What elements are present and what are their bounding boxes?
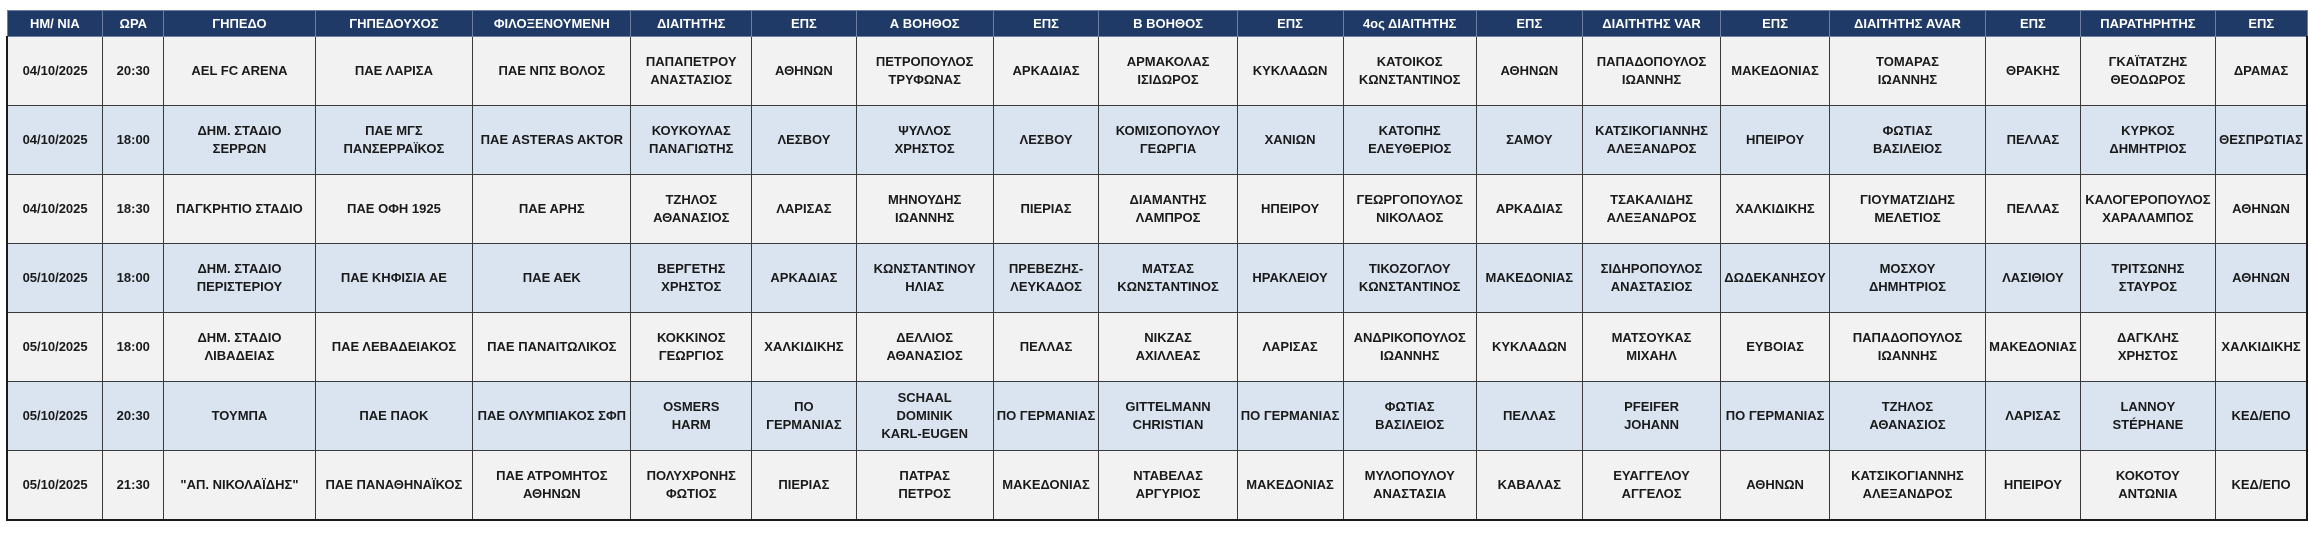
cell-stadium: ΔΗΜ. ΣΤΑΔΙΟ ΛΙΒΑΔΕΙΑΣ [164,313,315,382]
cell-home-team: ΠΑΕ ΜΓΣ ΠΑΝΣΕΡΡΑΪΚΟΣ [315,106,473,175]
cell-stadium: ΔΗΜ. ΣΤΑΔΙΟ ΣΕΡΡΩΝ [164,106,315,175]
cell-assistant-b: ΑΡΜΑΚΟΛΑΣ ΙΣΙΔΩΡΟΣ [1099,37,1237,106]
cell-avar-referee-eps: ΠΕΛΛΑΣ [1986,175,2081,244]
cell-referee-eps: ΠΟ ΓΕΡΜΑΝΙΑΣ [752,382,857,451]
cell-fourth-official: ΦΩΤΙΑΣ ΒΑΣΙΛΕΙΟΣ [1343,382,1476,451]
column-header-var-referee-eps: ΕΠΣ [1721,11,1830,37]
cell-assistant-b: GITTELMANN CHRISTIAN [1099,382,1237,451]
column-header-var-referee: ΔΙΑΙΤΗΤΗΣ VAR [1582,11,1721,37]
column-header-date: ΗΜ/ ΝΙΑ [7,11,103,37]
cell-avar-referee: ΤΖΗΛΟΣ ΑΘΑΝΑΣΙΟΣ [1829,382,1985,451]
cell-fourth-official-eps: ΑΘΗΝΩΝ [1476,37,1582,106]
cell-stadium: ΔΗΜ. ΣΤΑΔΙΟ ΠΕΡΙΣΤΕΡΙΟΥ [164,244,315,313]
cell-home-team: ΠΑΕ ΟΦΗ 1925 [315,175,473,244]
column-header-assistant-a-eps: ΕΠΣ [993,11,1099,37]
cell-avar-referee-eps: ΠΕΛΛΑΣ [1986,106,2081,175]
column-header-observer: ΠΑΡΑΤΗΡΗΤΗΣ [2080,11,2215,37]
column-header-assistant-a: Α ΒΟΗΘΟΣ [856,11,993,37]
cell-referee-eps: ΑΡΚΑΔΙΑΣ [752,244,857,313]
cell-var-referee-eps: ΑΘΗΝΩΝ [1721,451,1830,521]
cell-referee: ΠΑΠΑΠΕΤΡΟΥ ΑΝΑΣΤΑΣΙΟΣ [631,37,752,106]
cell-avar-referee-eps: ΗΠΕΙΡΟΥ [1986,451,2081,521]
cell-var-referee-eps: ΔΩΔΕΚΑΝΗΣΟΥ [1721,244,1830,313]
cell-observer-eps: ΑΘΗΝΩΝ [2216,175,2307,244]
cell-assistant-a: ΠΑΤΡΑΣ ΠΕΤΡΟΣ [856,451,993,521]
cell-stadium: ΤΟΥΜΠΑ [164,382,315,451]
cell-date: 05/10/2025 [7,382,103,451]
cell-stadium: "ΑΠ. ΝΙΚΟΛΑΪΔΗΣ" [164,451,315,521]
cell-referee: ΤΖΗΛΟΣ ΑΘΑΝΑΣΙΟΣ [631,175,752,244]
cell-assistant-a: ΔΕΛΛΙΟΣ ΑΘΑΝΑΣΙΟΣ [856,313,993,382]
cell-stadium: AEL FC ARENA [164,37,315,106]
cell-fourth-official: ΚΑΤΟΠΗΣ ΕΛΕΥΘΕΡΙΟΣ [1343,106,1476,175]
cell-date: 04/10/2025 [7,175,103,244]
cell-observer: ΔΑΓΚΛΗΣ ΧΡΗΣΤΟΣ [2080,313,2215,382]
cell-var-referee-eps: ΧΑΛΚΙΔΙΚΗΣ [1721,175,1830,244]
cell-time: 18:30 [103,175,164,244]
cell-assistant-b-eps: ΠΟ ΓΕΡΜΑΝΙΑΣ [1237,382,1343,451]
cell-assistant-a: SCHAAL DOMINIK KARL-EUGEN [856,382,993,451]
cell-assistant-a-eps: ΑΡΚΑΔΙΑΣ [993,37,1099,106]
referee-assignments-table [6,10,2308,521]
cell-assistant-b: ΝΙΚΖΑΣ ΑΧΙΛΛΕΑΣ [1099,313,1237,382]
table-body [7,37,2307,521]
cell-avar-referee: ΦΩΤΙΑΣ ΒΑΣΙΛΕΙΟΣ [1829,106,1985,175]
cell-avar-referee: ΤΟΜΑΡΑΣ ΙΩΑΝΝΗΣ [1829,37,1985,106]
cell-referee-eps: ΛΑΡΙΣΑΣ [752,175,857,244]
cell-assistant-b-eps: ΛΑΡΙΣΑΣ [1237,313,1343,382]
cell-home-team: ΠΑΕ ΚΗΦΙΣΙΑ ΑΕ [315,244,473,313]
cell-home-team: ΠΑΕ ΛΑΡΙΣΑ [315,37,473,106]
cell-assistant-b-eps: ΗΡΑΚΛΕΙΟΥ [1237,244,1343,313]
cell-referee: ΚΟΥΚΟΥΛΑΣ ΠΑΝΑΓΙΩΤΗΣ [631,106,752,175]
cell-fourth-official-eps: ΚΥΚΛΑΔΩΝ [1476,313,1582,382]
cell-avar-referee: ΓΙΟΥΜΑΤΖΙΔΗΣ ΜΕΛΕΤΙΟΣ [1829,175,1985,244]
cell-referee: ΠΟΛΥΧΡΟΝΗΣ ΦΩΤΙΟΣ [631,451,752,521]
cell-assistant-a: ΠΕΤΡΟΠΟΥΛΟΣ ΤΡΥΦΩΝΑΣ [856,37,993,106]
column-header-referee-eps: ΕΠΣ [752,11,857,37]
cell-assistant-a-eps: ΠΙΕΡΙΑΣ [993,175,1099,244]
cell-referee-eps: ΠΙΕΡΙΑΣ [752,451,857,521]
cell-observer-eps: ΚΕΔ/ΕΠΟ [2216,382,2307,451]
cell-time: 21:30 [103,451,164,521]
cell-referee: ΒΕΡΓΕΤΗΣ ΧΡΗΣΤΟΣ [631,244,752,313]
table-row [7,382,2307,451]
cell-avar-referee-eps: ΘΡΑΚΗΣ [1986,37,2081,106]
cell-home-team: ΠΑΕ ΠΑΝΑΘΗΝΑΪΚΟΣ [315,451,473,521]
cell-observer-eps: ΘΕΣΠΡΩΤΙΑΣ [2216,106,2307,175]
column-header-stadium: ΓΗΠΕΔΟ [164,11,315,37]
column-header-fourth-official-eps: ΕΠΣ [1476,11,1582,37]
cell-fourth-official-eps: ΣΑΜΟΥ [1476,106,1582,175]
cell-var-referee-eps: ΗΠΕΙΡΟΥ [1721,106,1830,175]
cell-away-team: ΠΑΕ ΑΕΚ [473,244,631,313]
cell-fourth-official: ΤΙΚΟΖΟΓΛΟΥ ΚΩΝΣΤΑΝΤΙΝΟΣ [1343,244,1476,313]
cell-assistant-a-eps: ΜΑΚΕΔΟΝΙΑΣ [993,451,1099,521]
cell-fourth-official-eps: ΜΑΚΕΔΟΝΙΑΣ [1476,244,1582,313]
cell-assistant-b: ΜΑΤΣΑΣ ΚΩΝΣΤΑΝΤΙΝΟΣ [1099,244,1237,313]
cell-fourth-official-eps: ΠΕΛΛΑΣ [1476,382,1582,451]
cell-assistant-a-eps: ΛΕΣΒΟΥ [993,106,1099,175]
cell-var-referee-eps: ΕΥΒΟΙΑΣ [1721,313,1830,382]
cell-referee-eps: ΑΘΗΝΩΝ [752,37,857,106]
cell-assistant-b: ΚΟΜΙΣΟΠΟΥΛΟΥ ΓΕΩΡΓΙΑ [1099,106,1237,175]
cell-observer-eps: ΔΡΑΜΑΣ [2216,37,2307,106]
column-header-time: ΩΡΑ [103,11,164,37]
cell-observer: LANNOY STÉPHANE [2080,382,2215,451]
cell-assistant-a: ΚΩΝΣΤΑΝΤΙΝΟΥ ΗΛΙΑΣ [856,244,993,313]
cell-fourth-official-eps: ΑΡΚΑΔΙΑΣ [1476,175,1582,244]
cell-avar-referee: ΠΑΠΑΔΟΠΟΥΛΟΣ ΙΩΑΝΝΗΣ [1829,313,1985,382]
cell-referee-eps: ΧΑΛΚΙΔΙΚΗΣ [752,313,857,382]
cell-fourth-official: ΑΝΔΡΙΚΟΠΟΥΛΟΣ ΙΩΑΝΝΗΣ [1343,313,1476,382]
cell-away-team: ΠΑΕ ΠΑΝΑΙΤΩΛΙΚΟΣ [473,313,631,382]
cell-observer: ΤΡΙΤΣΩΝΗΣ ΣΤΑΥΡΟΣ [2080,244,2215,313]
cell-fourth-official: ΓΕΩΡΓΟΠΟΥΛΟΣ ΝΙΚΟΛΑΟΣ [1343,175,1476,244]
cell-fourth-official-eps: ΚΑΒΑΛΑΣ [1476,451,1582,521]
table-row [7,106,2307,175]
cell-avar-referee-eps: ΛΑΣΙΘΙΟΥ [1986,244,2081,313]
column-header-away-team: ΦΙΛΟΞΕΝΟΥΜΕΝΗ [473,11,631,37]
cell-time: 18:00 [103,244,164,313]
cell-observer: ΚΑΛΟΓΕΡΟΠΟΥΛΟΣ ΧΑΡΑΛΑΜΠΟΣ [2080,175,2215,244]
header-row [7,11,2307,37]
cell-away-team: ΠΑΕ ΝΠΣ ΒΟΛΟΣ [473,37,631,106]
cell-date: 04/10/2025 [7,37,103,106]
cell-avar-referee-eps: ΜΑΚΕΔΟΝΙΑΣ [1986,313,2081,382]
cell-var-referee-eps: ΠΟ ΓΕΡΜΑΝΙΑΣ [1721,382,1830,451]
table-row [7,313,2307,382]
cell-observer-eps: ΧΑΛΚΙΔΙΚΗΣ [2216,313,2307,382]
cell-home-team: ΠΑΕ ΠΑΟΚ [315,382,473,451]
cell-observer: ΚΟΚΟΤΟΥ ΑΝΤΩΝΙΑ [2080,451,2215,521]
cell-referee: ΚΟΚΚΙΝΟΣ ΓΕΩΡΓΙΟΣ [631,313,752,382]
column-header-assistant-b: Β ΒΟΗΘΟΣ [1099,11,1237,37]
column-header-referee: ΔΙΑΙΤΗΤΗΣ [631,11,752,37]
cell-assistant-b-eps: ΜΑΚΕΔΟΝΙΑΣ [1237,451,1343,521]
cell-assistant-b: ΝΤΑΒΕΛΑΣ ΑΡΓΥΡΙΟΣ [1099,451,1237,521]
column-header-observer-eps: ΕΠΣ [2216,11,2307,37]
cell-away-team: ΠΑΕ ΑΡΗΣ [473,175,631,244]
cell-date: 05/10/2025 [7,244,103,313]
column-header-avar-referee-eps: ΕΠΣ [1986,11,2081,37]
cell-observer: ΚΥΡΚΟΣ ΔΗΜΗΤΡΙΟΣ [2080,106,2215,175]
referee-assignments-sheet [6,10,2308,521]
cell-var-referee: ΜΑΤΣΟΥΚΑΣ ΜΙΧΑΗΛ [1582,313,1721,382]
cell-time: 18:00 [103,313,164,382]
cell-avar-referee: ΜΟΣΧΟΥ ΔΗΜΗΤΡΙΟΣ [1829,244,1985,313]
cell-var-referee: ΠΑΠΑΔΟΠΟΥΛΟΣ ΙΩΑΝΝΗΣ [1582,37,1721,106]
cell-assistant-b-eps: ΧΑΝΙΩΝ [1237,106,1343,175]
cell-observer-eps: ΚΕΔ/ΕΠΟ [2216,451,2307,521]
cell-away-team: ΠΑΕ ΑΤΡΟΜΗΤΟΣ ΑΘΗΝΩΝ [473,451,631,521]
cell-fourth-official: ΚΑΤΟΙΚΟΣ ΚΩΝΣΤΑΝΤΙΝΟΣ [1343,37,1476,106]
table-row [7,244,2307,313]
cell-var-referee-eps: ΜΑΚΕΔΟΝΙΑΣ [1721,37,1830,106]
cell-away-team: ΠΑΕ ASTERAS AKTOR [473,106,631,175]
cell-var-referee: ΣΙΔΗΡΟΠΟΥΛΟΣ ΑΝΑΣΤΑΣΙΟΣ [1582,244,1721,313]
cell-assistant-a: ΜΗΝΟΥΔΗΣ ΙΩΑΝΝΗΣ [856,175,993,244]
table-row [7,37,2307,106]
cell-avar-referee: ΚΑΤΣΙΚΟΓΙΑΝΝΗΣ ΑΛΕΞΑΝΔΡΟΣ [1829,451,1985,521]
cell-var-referee: PFEIFER JOHANN [1582,382,1721,451]
cell-assistant-b-eps: ΚΥΚΛΑΔΩΝ [1237,37,1343,106]
cell-date: 04/10/2025 [7,106,103,175]
cell-time: 20:30 [103,37,164,106]
table-row [7,451,2307,521]
cell-observer: ΓΚΑΪΤΑΤΖΗΣ ΘΕΟΔΩΡΟΣ [2080,37,2215,106]
cell-stadium: ΠΑΓΚΡΗΤΙΟ ΣΤΑΔΙΟ [164,175,315,244]
cell-home-team: ΠΑΕ ΛΕΒΑΔΕΙΑΚΟΣ [315,313,473,382]
cell-var-referee: ΕΥΑΓΓΕΛΟΥ ΑΓΓΕΛΟΣ [1582,451,1721,521]
cell-avar-referee-eps: ΛΑΡΙΣΑΣ [1986,382,2081,451]
cell-var-referee: ΤΣΑΚΑΛΙΔΗΣ ΑΛΕΞΑΝΔΡΟΣ [1582,175,1721,244]
cell-assistant-a-eps: ΠΕΛΛΑΣ [993,313,1099,382]
column-header-avar-referee: ΔΙΑΙΤΗΤΗΣ AVAR [1829,11,1985,37]
cell-assistant-a-eps: ΠΟ ΓΕΡΜΑΝΙΑΣ [993,382,1099,451]
cell-date: 05/10/2025 [7,451,103,521]
cell-date: 05/10/2025 [7,313,103,382]
cell-time: 18:00 [103,106,164,175]
table-header [7,11,2307,37]
cell-assistant-a: ΨΥΛΛΟΣ ΧΡΗΣΤΟΣ [856,106,993,175]
table-row [7,175,2307,244]
cell-assistant-b-eps: ΗΠΕΙΡΟΥ [1237,175,1343,244]
cell-assistant-b: ΔΙΑΜΑΝΤΗΣ ΛΑΜΠΡΟΣ [1099,175,1237,244]
cell-time: 20:30 [103,382,164,451]
cell-away-team: ΠΑΕ ΟΛΥΜΠΙΑΚΟΣ ΣΦΠ [473,382,631,451]
cell-var-referee: ΚΑΤΣΙΚΟΓΙΑΝΝΗΣ ΑΛΕΞΑΝΔΡΟΣ [1582,106,1721,175]
column-header-assistant-b-eps: ΕΠΣ [1237,11,1343,37]
column-header-fourth-official: 4ος ΔΙΑΙΤΗΤΗΣ [1343,11,1476,37]
cell-assistant-a-eps: ΠΡΕΒΕΖΗΣ- ΛΕΥΚΑΔΟΣ [993,244,1099,313]
cell-observer-eps: ΑΘΗΝΩΝ [2216,244,2307,313]
cell-referee: OSMERS HARM [631,382,752,451]
cell-referee-eps: ΛΕΣΒΟΥ [752,106,857,175]
column-header-home-team: ΓΗΠΕΔΟΥΧΟΣ [315,11,473,37]
cell-fourth-official: ΜΥΛΟΠΟΥΛΟΥ ΑΝΑΣΤΑΣΙΑ [1343,451,1476,521]
